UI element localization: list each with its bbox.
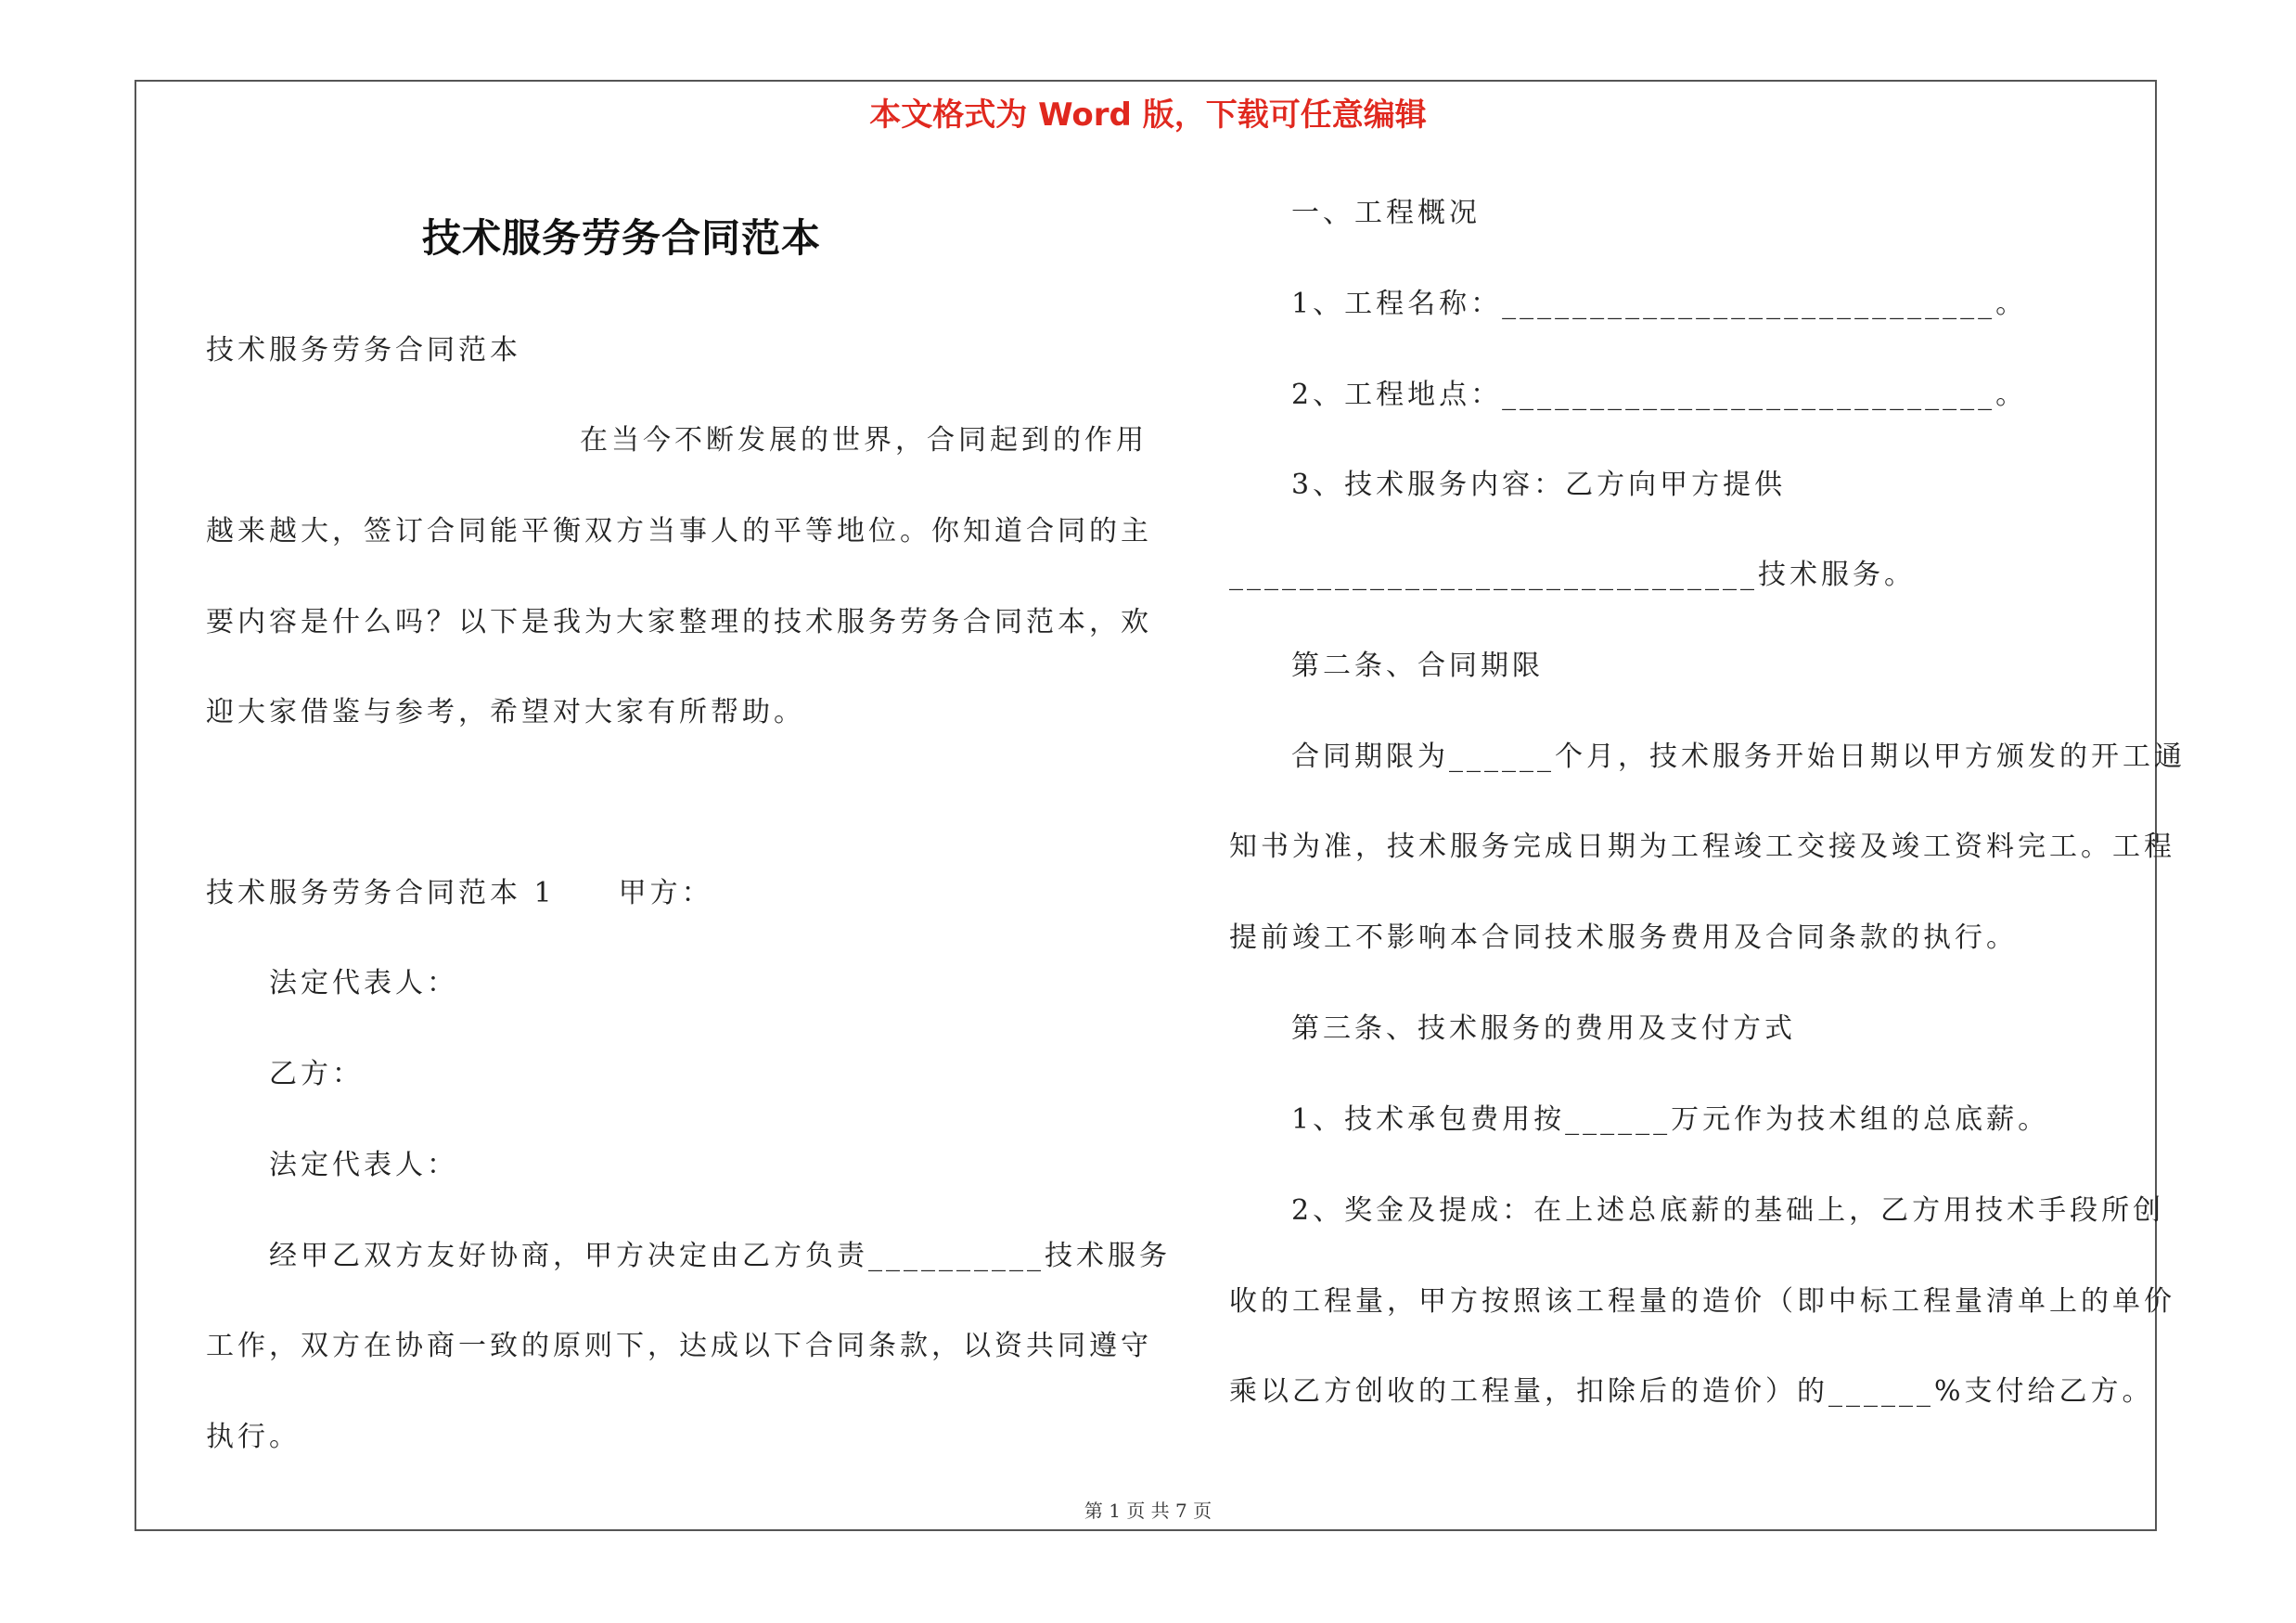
term-line-3: 提前竣工不影响本合同技术服务费用及合同条款的执行。 bbox=[1229, 921, 2018, 954]
service-content-line-1: 3、技术服务内容：乙方向甲方提供 bbox=[1291, 469, 1787, 501]
intro-line-3: 要内容是什么吗？以下是我为大家整理的技术服务劳务合同范本，欢 bbox=[206, 606, 1152, 638]
agreement-line-2: 工作，双方在协商一致的原则下，达成以下合同条款，以资共同遵守 bbox=[206, 1330, 1152, 1362]
page-number-footer: 第 1 页 共 7 页 bbox=[1084, 1500, 1212, 1522]
agreement-line-3: 执行。 bbox=[206, 1421, 301, 1453]
intro-line-1: 在当今不断发展的世界，合同起到的作用 bbox=[580, 424, 1148, 457]
document-title: 技术服务劳务合同范本 bbox=[422, 215, 822, 261]
party-b-representative: 法定代表人： bbox=[269, 1149, 458, 1181]
project-name-line: 1、工程名称：____________________________。 bbox=[1291, 288, 2028, 320]
bonus-line-2: 收的工程量，甲方按照该工程量的造价（即中标工程量清单上的单价 bbox=[1229, 1285, 2175, 1318]
term-line-2: 知书为准，技术服务完成日期为工程竣工交接及竣工资料完工。工程 bbox=[1229, 831, 2175, 863]
editable-format-banner: 本文格式为 Word 版，下载可任意编辑 bbox=[869, 97, 1427, 134]
contract-heading-party-a: 技术服务劳务合同范本 1 甲方： bbox=[206, 877, 713, 909]
term-line-1: 合同期限为______个月，技术服务开始日期以甲方颁发的开工通 bbox=[1291, 741, 2186, 773]
party-b: 乙方： bbox=[269, 1058, 364, 1090]
article-3-heading: 第三条、技术服务的费用及支付方式 bbox=[1291, 1012, 1796, 1045]
bonus-line-1: 2、奖金及提成：在上述总底薪的基础上，乙方用技术手段所创 bbox=[1291, 1194, 2165, 1227]
agreement-line-1: 经甲乙双方友好协商，甲方决定由乙方负责__________技术服务 bbox=[269, 1240, 1171, 1272]
section-project-overview: 一、工程概况 bbox=[1291, 197, 1481, 229]
article-2-heading: 第二条、合同期限 bbox=[1291, 650, 1544, 682]
bonus-line-3: 乘以乙方创收的工程量，扣除后的造价）的______%支付给乙方。 bbox=[1229, 1375, 2154, 1408]
fee-line-1: 1、技术承包费用按______万元作为技术组的总底薪。 bbox=[1291, 1103, 2050, 1136]
subtitle-line: 技术服务劳务合同范本 bbox=[206, 334, 521, 367]
party-a-representative: 法定代表人： bbox=[269, 967, 458, 999]
project-location-line: 2、工程地点：____________________________。 bbox=[1291, 379, 2028, 411]
service-content-line-2: ______________________________技术服务。 bbox=[1229, 559, 1916, 591]
intro-line-2: 越来越大，签订合同能平衡双方当事人的平等地位。你知道合同的主 bbox=[206, 515, 1152, 547]
intro-line-4: 迎大家借鉴与参考，希望对大家有所帮助。 bbox=[206, 696, 805, 728]
